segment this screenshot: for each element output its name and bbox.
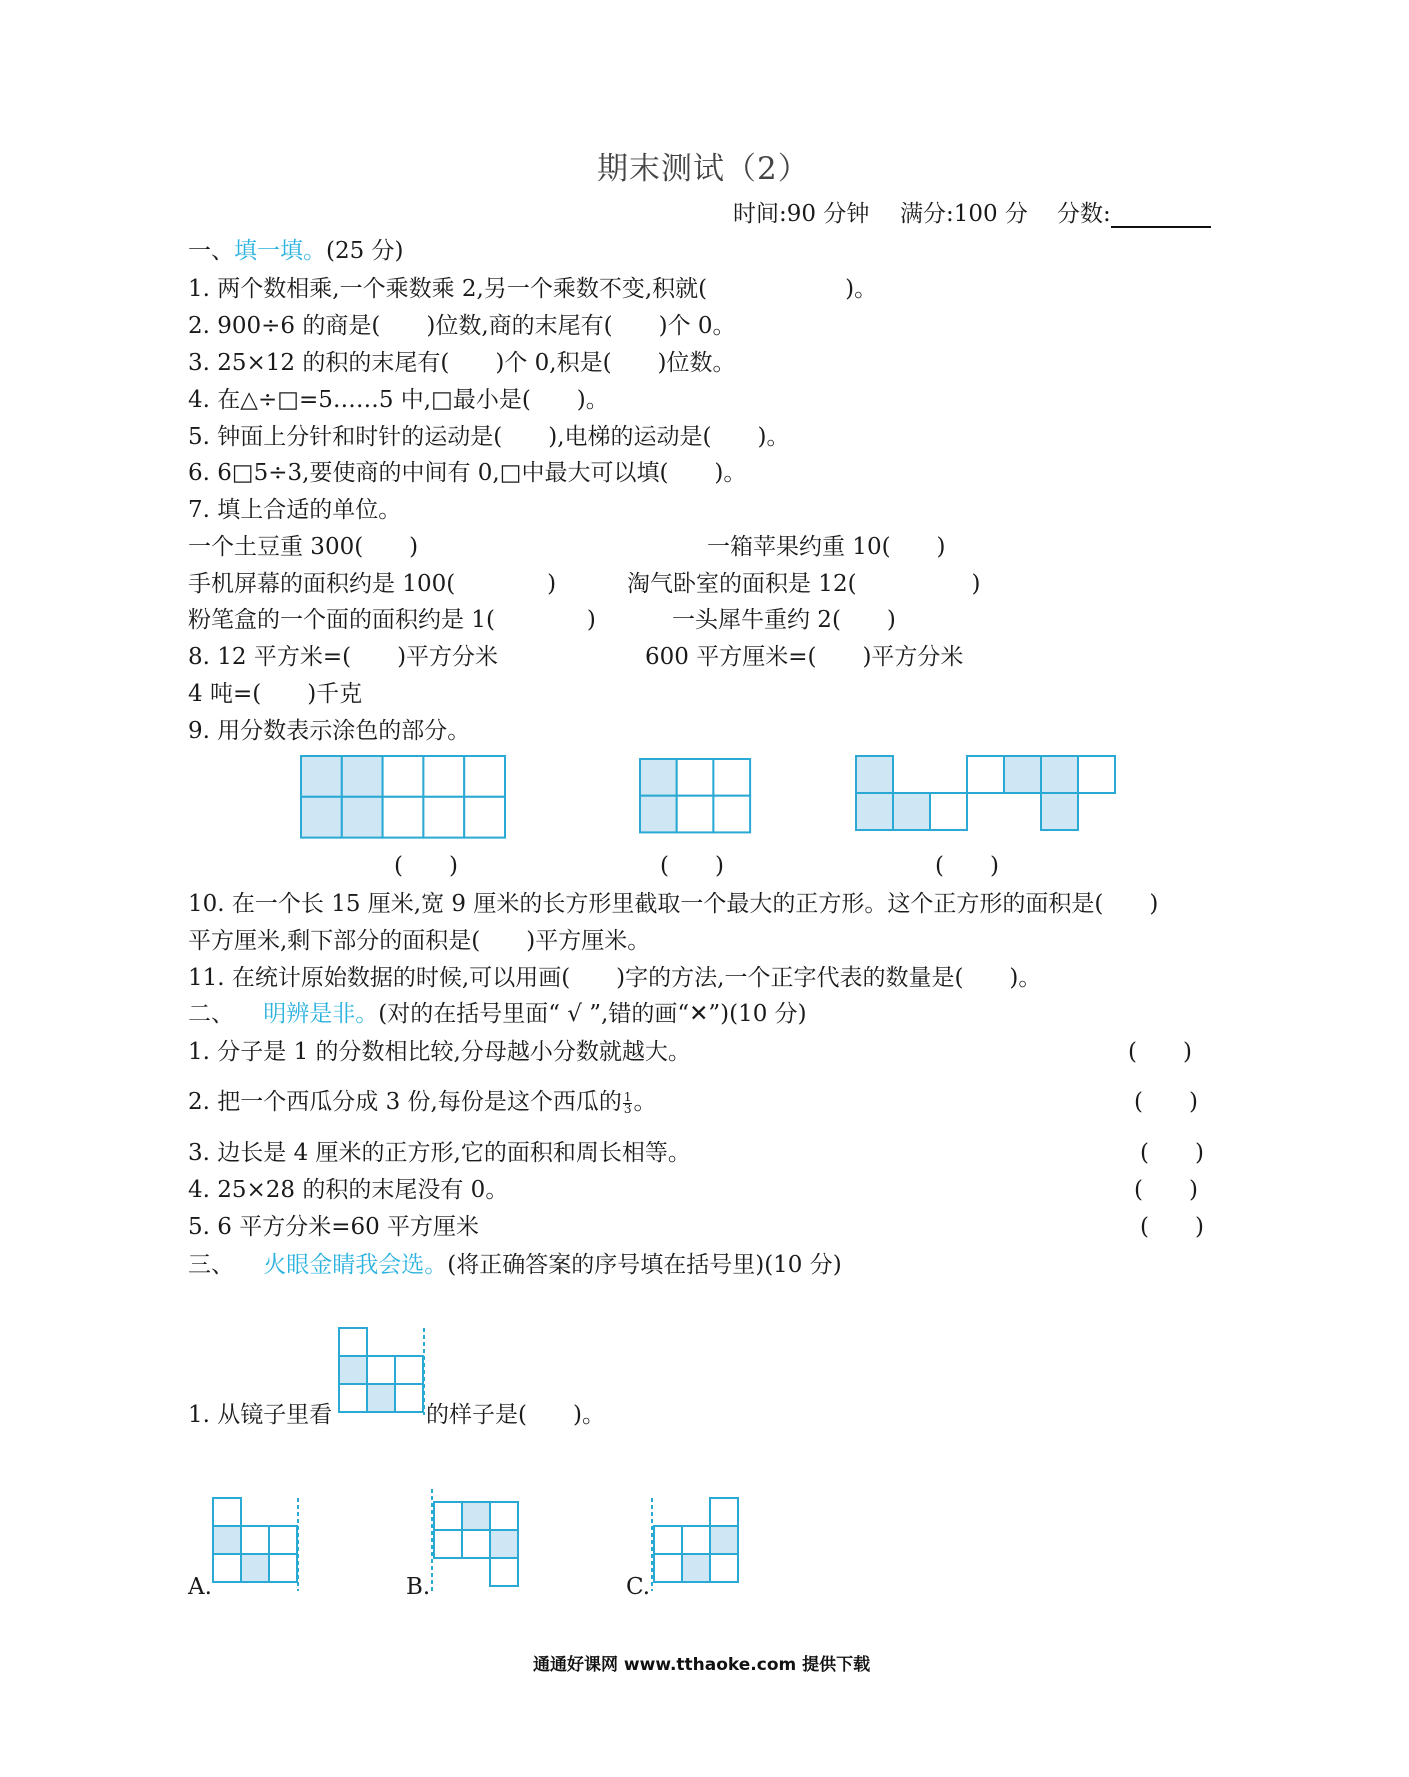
s1-q7-item-f: 一头犀牛重约 2( ) xyxy=(672,607,896,633)
q9-answer-1: ( ) xyxy=(394,853,458,879)
section1-points: (25 分) xyxy=(326,238,404,264)
s2-question-3: 3. 边长是 4 厘米的正方形,它的面积和周长相等。 xyxy=(188,1140,691,1166)
option-a-figure xyxy=(212,1497,302,1591)
s2-question-2-end: 。 xyxy=(633,1089,657,1115)
s1-question-1: 1. 两个数相乘,一个乘数乘 2,另一个乘数不变,积就( )。 xyxy=(188,276,878,302)
s1-q7-item-a: 一个土豆重 300( ) xyxy=(188,534,419,560)
s2-question-2 xyxy=(188,1088,656,1116)
score-blank xyxy=(1111,202,1211,228)
option-a-label: A. xyxy=(188,1574,212,1600)
s1-question-5: 5. 钟面上分针和时针的运动是( ),电梯的运动是( )。 xyxy=(188,424,790,450)
q9-answer-3: ( ) xyxy=(935,853,999,879)
option-c-figure xyxy=(649,1497,741,1591)
s2-question-1: 1. 分子是 1 的分数相比较,分母越小分数就越大。 xyxy=(188,1039,691,1065)
mirror-figure-original xyxy=(338,1327,426,1415)
s1-q8-item-a: 8. 12 平方米=( )平方分米 xyxy=(188,644,499,670)
section2-header xyxy=(188,1000,807,1028)
score-field xyxy=(1057,200,1211,228)
s1-question-7: 7. 填上合适的单位。 xyxy=(188,497,402,523)
s1-question-10-line2: 平方厘米,剩下部分的面积是( )平方厘米。 xyxy=(188,928,651,954)
s1-q7-item-e: 粉笔盒的一个面的面积约是 1( ) xyxy=(188,607,596,633)
s3-question-1-pre: 1. 从镜子里看 xyxy=(188,1402,333,1428)
s2-answer-2: ( ) xyxy=(1134,1089,1198,1115)
s3-question-1-post: 的样子是( )。 xyxy=(426,1402,605,1428)
section1-heading: 填一填。 xyxy=(234,238,326,264)
fraction-denominator: 3 xyxy=(623,1101,632,1116)
score-label: 分数: xyxy=(1057,201,1111,227)
fraction-grid-3 xyxy=(855,755,1115,835)
s1-question-4: 4. 在△÷□=5……5 中,□最小是( )。 xyxy=(188,387,609,413)
fraction-one-third xyxy=(623,1089,633,1116)
s1-question-3: 3. 25×12 的积的末尾有( )个 0,积是( )位数。 xyxy=(188,350,736,376)
s1-q7-item-d: 淘气卧室的面积是 12( ) xyxy=(627,571,981,597)
s1-q8-item-c: 4 吨=( )千克 xyxy=(188,681,363,707)
option-b-label: B. xyxy=(406,1574,431,1600)
s2-answer-5: ( ) xyxy=(1140,1214,1204,1240)
s2-answer-4: ( ) xyxy=(1134,1177,1198,1203)
s1-question-9: 9. 用分数表示涂色的部分。 xyxy=(188,718,471,744)
section2-heading: 明辨是非。 xyxy=(263,1001,379,1027)
s1-question-2: 2. 900÷6 的商是( )位数,商的末尾有( )个 0。 xyxy=(188,313,736,339)
s2-answer-1: ( ) xyxy=(1128,1039,1192,1065)
s2-question-5: 5. 6 平方分米=60 平方厘米 xyxy=(188,1214,480,1240)
s1-question-10-line1: 10. 在一个长 15 厘米,宽 9 厘米的长方形里截取一个最大的正方形。这个正方形的面积是( ) xyxy=(188,891,1159,917)
option-c-label: C. xyxy=(626,1574,651,1600)
section3-num: 三、 xyxy=(188,1252,234,1278)
section2-instruction: (对的在括号里面“ √ ”,错的画“✕”)(10 分) xyxy=(378,1001,807,1027)
option-b-figure xyxy=(429,1488,521,1594)
section3-heading: 火眼金睛我会选。 xyxy=(263,1252,448,1278)
s1-question-11: 11. 在统计原始数据的时候,可以用画( )字的方法,一个正字代表的数量是( )。 xyxy=(188,965,1042,991)
s1-q7-item-b: 一箱苹果约重 10( ) xyxy=(707,534,946,560)
fraction-numerator: 1 xyxy=(623,1089,632,1104)
s1-question-6: 6. 6□5÷3,要使商的中间有 0,□中最大可以填( )。 xyxy=(188,460,747,486)
time-info: 时间:90 分钟 xyxy=(733,201,870,227)
s2-question-4: 4. 25×28 的积的末尾没有 0。 xyxy=(188,1177,509,1203)
section1-header xyxy=(188,237,404,265)
section2-num: 二、 xyxy=(188,1001,234,1027)
fraction-grid-2 xyxy=(639,758,751,834)
s2-question-2-text: 2. 把一个西瓜分成 3 份,每份是这个西瓜的 xyxy=(188,1089,622,1115)
s1-q7-item-c: 手机屏幕的面积约是 100( ) xyxy=(188,571,557,597)
section3-instruction: (将正确答案的序号填在括号里)(10 分) xyxy=(447,1252,842,1278)
s1-q8-item-b: 600 平方厘米=( )平方分米 xyxy=(645,644,964,670)
section1-num: 一、 xyxy=(188,238,234,264)
full-score-info: 满分:100 分 xyxy=(900,201,1028,227)
s2-answer-3: ( ) xyxy=(1140,1140,1204,1166)
section3-header xyxy=(188,1251,842,1279)
fraction-grid-1 xyxy=(300,755,506,839)
page-title: 期末测试（2） xyxy=(597,151,810,187)
footer-credit: 通通好课网 www.tthaoke.com 提供下载 xyxy=(533,1655,871,1675)
q9-answer-2: ( ) xyxy=(660,853,724,879)
